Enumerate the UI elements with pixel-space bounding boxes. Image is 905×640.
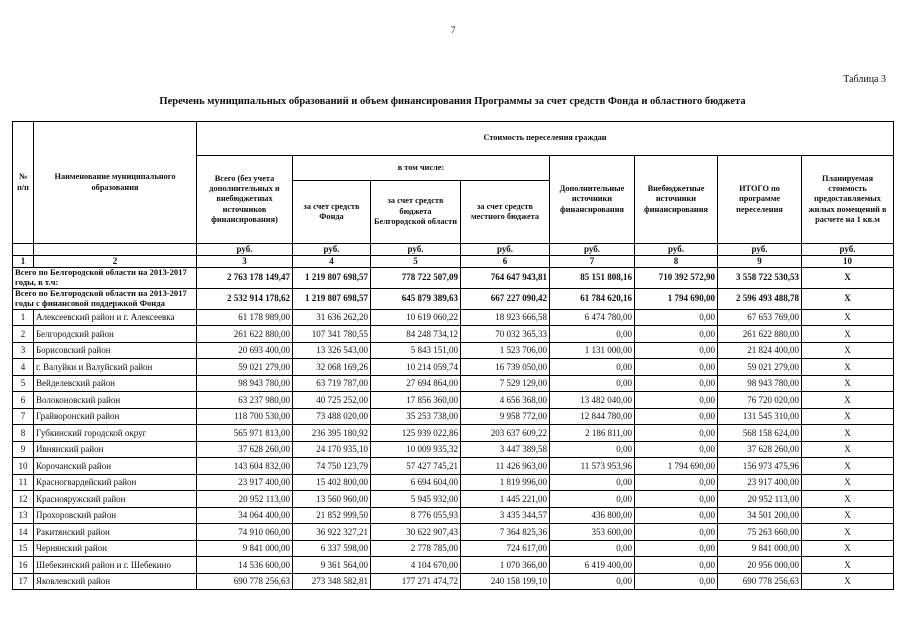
municipality-name: Прохоровский район — [34, 507, 197, 524]
extrabudget-cell: 0,00 — [635, 557, 718, 574]
column-number: 3 — [197, 256, 293, 267]
table-row — [13, 573, 894, 590]
planned-cell: X — [802, 359, 894, 376]
column-number-row — [13, 256, 894, 267]
total-itogo-cell: 3 558 722 530,53 — [718, 267, 802, 288]
additional-cell: 0,00 — [550, 359, 635, 376]
table-row — [13, 441, 894, 458]
itogo-cell: 23 917 400,00 — [718, 474, 802, 491]
table-row — [13, 342, 894, 359]
total-cell: 690 778 256,63 — [197, 573, 293, 590]
column-number: 10 — [802, 256, 894, 267]
fund-cell: 31 636 262,20 — [293, 309, 371, 326]
financing-table — [12, 121, 894, 590]
unit-cell-blank-2 — [34, 244, 197, 256]
itogo-cell: 21 824 400,00 — [718, 342, 802, 359]
column-number: 2 — [34, 256, 197, 267]
additional-cell: 0,00 — [550, 441, 635, 458]
total-cell: 98 943 780,00 — [197, 375, 293, 392]
total-extrabudget-cell: 710 392 572,90 — [635, 267, 718, 288]
column-number: 1 — [13, 256, 34, 267]
total-cell: 37 628 260,00 — [197, 441, 293, 458]
regional-cell: 4 104 670,00 — [371, 557, 461, 574]
municipality-name: Краснояружский район — [34, 491, 197, 508]
additional-cell: 353 600,00 — [550, 524, 635, 541]
unit-additional: руб. — [550, 244, 635, 256]
extrabudget-cell: 0,00 — [635, 425, 718, 442]
itogo-cell: 131 545 310,00 — [718, 408, 802, 425]
total-cell: 143 604 832,00 — [197, 458, 293, 475]
table-label: Таблица 3 — [843, 74, 886, 85]
regional-cell: 125 939 022,86 — [371, 425, 461, 442]
table-row — [13, 359, 894, 376]
fund-cell: 15 402 800,00 — [293, 474, 371, 491]
document-title: Перечень муниципальных образований и объем финансирования Программы за счет средств Фонда и областного бюджета — [159, 96, 746, 107]
municipality-name: Шебекинский район и г. Шебекино — [34, 557, 197, 574]
itogo-cell: 20 952 113,00 — [718, 491, 802, 508]
planned-cell: X — [802, 326, 894, 343]
row-number: 14 — [13, 524, 34, 541]
extrabudget-cell: 0,00 — [635, 474, 718, 491]
itogo-cell: 568 158 624,00 — [718, 425, 802, 442]
header-fund: за счет средств Фонда — [293, 181, 371, 244]
local-cell: 4 656 368,00 — [461, 392, 550, 409]
unit-itogo: руб. — [718, 244, 802, 256]
row-number: 5 — [13, 375, 34, 392]
fund-cell: 107 341 780,55 — [293, 326, 371, 343]
extrabudget-cell: 0,00 — [635, 507, 718, 524]
additional-cell: 0,00 — [550, 573, 635, 590]
total-local-cell: 667 227 090,42 — [461, 288, 550, 309]
regional-cell: 30 622 907,43 — [371, 524, 461, 541]
local-cell: 1 819 996,00 — [461, 474, 550, 491]
unit-extrabudget: руб. — [635, 244, 718, 256]
local-cell: 1 523 706,00 — [461, 342, 550, 359]
regional-cell: 57 427 745,21 — [371, 458, 461, 475]
row-number: 12 — [13, 491, 34, 508]
regional-cell: 8 776 055,93 — [371, 507, 461, 524]
additional-cell: 0,00 — [550, 491, 635, 508]
column-number: 4 — [293, 256, 371, 267]
local-cell: 18 923 666,58 — [461, 309, 550, 326]
row-number: 8 — [13, 425, 34, 442]
fund-cell: 24 170 935,10 — [293, 441, 371, 458]
extrabudget-cell: 0,00 — [635, 491, 718, 508]
fund-cell: 32 068 169,26 — [293, 359, 371, 376]
regional-cell: 35 253 738,00 — [371, 408, 461, 425]
header-name: Наименование муниципального образования — [34, 122, 197, 244]
total-cell: 20 693 400,00 — [197, 342, 293, 359]
additional-cell: 6 419 400,00 — [550, 557, 635, 574]
header-additional: Дополнительные источники финансирования — [550, 156, 635, 244]
municipality-name: Волоконовский район — [34, 392, 197, 409]
row-number: 2 — [13, 326, 34, 343]
row-number: 17 — [13, 573, 34, 590]
local-cell: 203 637 609,22 — [461, 425, 550, 442]
table-row — [13, 491, 894, 508]
header-cost-group: Стоимость переселения граждан — [197, 122, 894, 156]
column-number: 5 — [371, 256, 461, 267]
total-cell: 261 622 880,00 — [197, 326, 293, 343]
fund-cell: 21 852 999,50 — [293, 507, 371, 524]
total-cell: 61 178 989,00 — [197, 309, 293, 326]
additional-cell: 436 800,00 — [550, 507, 635, 524]
table-row — [13, 524, 894, 541]
row-number: 10 — [13, 458, 34, 475]
unit-local: руб. — [461, 244, 550, 256]
header-planned: Планируемая стоимость предоставляемых жилых помещений в расчете на 1 кв.м — [802, 156, 894, 244]
total-regional-cell: 778 722 507,09 — [371, 267, 461, 288]
planned-cell: X — [802, 507, 894, 524]
planned-cell: X — [802, 375, 894, 392]
fund-cell: 13 326 543,00 — [293, 342, 371, 359]
fund-cell: 74 750 123,79 — [293, 458, 371, 475]
row-number: 15 — [13, 540, 34, 557]
municipality-name: Белгородский район — [34, 326, 197, 343]
regional-cell: 10 009 935,32 — [371, 441, 461, 458]
itogo-cell: 34 501 200,00 — [718, 507, 802, 524]
itogo-cell: 156 973 475,96 — [718, 458, 802, 475]
regional-cell: 177 271 474,72 — [371, 573, 461, 590]
header-itogo: ИТОГО по программе переселения — [718, 156, 802, 244]
itogo-cell: 690 778 256,63 — [718, 573, 802, 590]
extrabudget-cell: 0,00 — [635, 573, 718, 590]
itogo-cell: 67 653 769,00 — [718, 309, 802, 326]
table-row — [13, 392, 894, 409]
total-itogo-cell: 2 596 493 488,78 — [718, 288, 802, 309]
extrabudget-cell: 0,00 — [635, 342, 718, 359]
total-extrabudget-cell: 1 794 690,00 — [635, 288, 718, 309]
total-cell: 14 536 600,00 — [197, 557, 293, 574]
extrabudget-cell: 0,00 — [635, 441, 718, 458]
unit-total: руб. — [197, 244, 293, 256]
fund-cell: 273 348 582,81 — [293, 573, 371, 590]
total-row — [13, 288, 894, 309]
municipality-name: Губкинский городской округ — [34, 425, 197, 442]
unit-fund: руб. — [293, 244, 371, 256]
table-row — [13, 408, 894, 425]
itogo-cell: 261 622 880,00 — [718, 326, 802, 343]
planned-cell: X — [802, 392, 894, 409]
municipality-name: Вейделевский район — [34, 375, 197, 392]
header-extrabudget: Внебюджетные источники финансирования — [635, 156, 718, 244]
planned-cell: X — [802, 458, 894, 475]
total-planned-cell: X — [802, 288, 894, 309]
unit-cell-blank-1 — [13, 244, 34, 256]
municipality-name: Ракитянский район — [34, 524, 197, 541]
itogo-cell: 37 628 260,00 — [718, 441, 802, 458]
municipality-name: Борисовский район — [34, 342, 197, 359]
additional-cell: 0,00 — [550, 375, 635, 392]
total-cell: 74 910 060,00 — [197, 524, 293, 541]
total-cell: 59 021 279,00 — [197, 359, 293, 376]
total-total-cell: 2 532 914 178,62 — [197, 288, 293, 309]
extrabudget-cell: 0,00 — [635, 408, 718, 425]
row-number: 16 — [13, 557, 34, 574]
total-row-name: Всего по Белгородской области на 2013-2017 годы с финансовой поддержкой Фонда — [13, 288, 197, 309]
header-regional: за счет средств бюджета Белгородской области — [371, 181, 461, 244]
municipality-name: Красногвардейский район — [34, 474, 197, 491]
additional-cell: 0,00 — [550, 474, 635, 491]
total-cell: 63 237 980,00 — [197, 392, 293, 409]
planned-cell: X — [802, 573, 894, 590]
planned-cell: X — [802, 441, 894, 458]
row-number: 3 — [13, 342, 34, 359]
row-number: 11 — [13, 474, 34, 491]
total-cell: 34 064 400,00 — [197, 507, 293, 524]
local-cell: 16 739 050,00 — [461, 359, 550, 376]
table-row — [13, 557, 894, 574]
local-cell: 70 032 365,33 — [461, 326, 550, 343]
fund-cell: 63 719 787,00 — [293, 375, 371, 392]
table-row — [13, 309, 894, 326]
total-total-cell: 2 763 178 149,47 — [197, 267, 293, 288]
total-local-cell: 764 647 943,81 — [461, 267, 550, 288]
extrabudget-cell: 0,00 — [635, 540, 718, 557]
local-cell: 3 435 344,57 — [461, 507, 550, 524]
municipality-name: Яковлевский район — [34, 573, 197, 590]
total-row — [13, 267, 894, 288]
total-row-name: Всего по Белгородской области на 2013-2017 годы, в т.ч: — [13, 267, 197, 288]
municipality-name: Грайворонский район — [34, 408, 197, 425]
planned-cell: X — [802, 309, 894, 326]
regional-cell: 2 778 785,00 — [371, 540, 461, 557]
extrabudget-cell: 0,00 — [635, 375, 718, 392]
column-number: 6 — [461, 256, 550, 267]
table-row — [13, 458, 894, 475]
extrabudget-cell: 0,00 — [635, 524, 718, 541]
header-local: за счет средств местного бюджета — [461, 181, 550, 244]
additional-cell: 2 186 811,00 — [550, 425, 635, 442]
extrabudget-cell: 1 794 690,00 — [635, 458, 718, 475]
extrabudget-cell: 0,00 — [635, 309, 718, 326]
table-row — [13, 375, 894, 392]
table-row — [13, 540, 894, 557]
local-cell: 11 426 963,00 — [461, 458, 550, 475]
total-fund-cell: 1 219 807 698,57 — [293, 288, 371, 309]
fund-cell: 73 488 020,00 — [293, 408, 371, 425]
regional-cell: 5 945 932,00 — [371, 491, 461, 508]
municipality-name: г. Валуйки и Валуйский район — [34, 359, 197, 376]
fund-cell: 6 337 598,00 — [293, 540, 371, 557]
municipality-name: Чернянский район — [34, 540, 197, 557]
header-num: № п/п — [13, 122, 34, 244]
additional-cell: 0,00 — [550, 326, 635, 343]
column-number: 8 — [635, 256, 718, 267]
row-number: 7 — [13, 408, 34, 425]
additional-cell: 1 131 000,00 — [550, 342, 635, 359]
total-planned-cell: X — [802, 267, 894, 288]
itogo-cell: 75 263 660,00 — [718, 524, 802, 541]
regional-cell: 5 843 151,00 — [371, 342, 461, 359]
header-including: в том числе: — [293, 156, 550, 181]
table-row — [13, 474, 894, 491]
regional-cell: 84 248 734,12 — [371, 326, 461, 343]
planned-cell: X — [802, 474, 894, 491]
itogo-cell: 76 720 020,00 — [718, 392, 802, 409]
regional-cell: 6 694 604,00 — [371, 474, 461, 491]
planned-cell: X — [802, 491, 894, 508]
fund-cell: 236 395 180,92 — [293, 425, 371, 442]
column-number: 9 — [718, 256, 802, 267]
local-cell: 9 958 772,00 — [461, 408, 550, 425]
local-cell: 1 070 366,00 — [461, 557, 550, 574]
table-row — [13, 326, 894, 343]
table-row — [13, 425, 894, 442]
header-total: Всего (без учета дополнительных и внебюджетных источников финансирования) — [197, 156, 293, 244]
table-row — [13, 507, 894, 524]
itogo-cell: 59 021 279,00 — [718, 359, 802, 376]
regional-cell: 17 856 360,00 — [371, 392, 461, 409]
unit-regional: руб. — [371, 244, 461, 256]
total-cell: 118 700 530,00 — [197, 408, 293, 425]
local-cell: 3 447 389,58 — [461, 441, 550, 458]
planned-cell: X — [802, 540, 894, 557]
regional-cell: 27 694 864,00 — [371, 375, 461, 392]
additional-cell: 11 573 953,96 — [550, 458, 635, 475]
total-additional-cell: 61 784 620,16 — [550, 288, 635, 309]
regional-cell: 10 619 060,22 — [371, 309, 461, 326]
total-cell: 20 952 113,00 — [197, 491, 293, 508]
planned-cell: X — [802, 524, 894, 541]
regional-cell: 10 214 059,74 — [371, 359, 461, 376]
total-regional-cell: 645 879 389,63 — [371, 288, 461, 309]
municipality-name: Алексеевский район и г. Алексеевка — [34, 309, 197, 326]
extrabudget-cell: 0,00 — [635, 359, 718, 376]
planned-cell: X — [802, 425, 894, 442]
local-cell: 724 617,00 — [461, 540, 550, 557]
municipality-name: Корочанский район — [34, 458, 197, 475]
row-number: 13 — [13, 507, 34, 524]
planned-cell: X — [802, 408, 894, 425]
total-cell: 565 971 813,00 — [197, 425, 293, 442]
total-fund-cell: 1 219 807 698,57 — [293, 267, 371, 288]
fund-cell: 36 922 327,21 — [293, 524, 371, 541]
row-number: 4 — [13, 359, 34, 376]
total-cell: 9 841 000,00 — [197, 540, 293, 557]
additional-cell: 6 474 780,00 — [550, 309, 635, 326]
page-number: 7 — [451, 25, 456, 35]
row-number: 6 — [13, 392, 34, 409]
total-cell: 23 917 400,00 — [197, 474, 293, 491]
extrabudget-cell: 0,00 — [635, 392, 718, 409]
itogo-cell: 98 943 780,00 — [718, 375, 802, 392]
row-number: 1 — [13, 309, 34, 326]
fund-cell: 13 560 960,00 — [293, 491, 371, 508]
additional-cell: 13 482 040,00 — [550, 392, 635, 409]
municipality-name: Ивнянский район — [34, 441, 197, 458]
local-cell: 7 529 129,00 — [461, 375, 550, 392]
additional-cell: 0,00 — [550, 540, 635, 557]
local-cell: 7 364 825,36 — [461, 524, 550, 541]
row-number: 9 — [13, 441, 34, 458]
planned-cell: X — [802, 342, 894, 359]
itogo-cell: 9 841 000,00 — [718, 540, 802, 557]
planned-cell: X — [802, 557, 894, 574]
fund-cell: 9 361 564,00 — [293, 557, 371, 574]
local-cell: 1 445 221,00 — [461, 491, 550, 508]
unit-planned: руб. — [802, 244, 894, 256]
fund-cell: 40 725 252,00 — [293, 392, 371, 409]
additional-cell: 12 844 780,00 — [550, 408, 635, 425]
extrabudget-cell: 0,00 — [635, 326, 718, 343]
itogo-cell: 20 956 000,00 — [718, 557, 802, 574]
column-number: 7 — [550, 256, 635, 267]
local-cell: 240 158 199,10 — [461, 573, 550, 590]
total-additional-cell: 85 151 808,16 — [550, 267, 635, 288]
